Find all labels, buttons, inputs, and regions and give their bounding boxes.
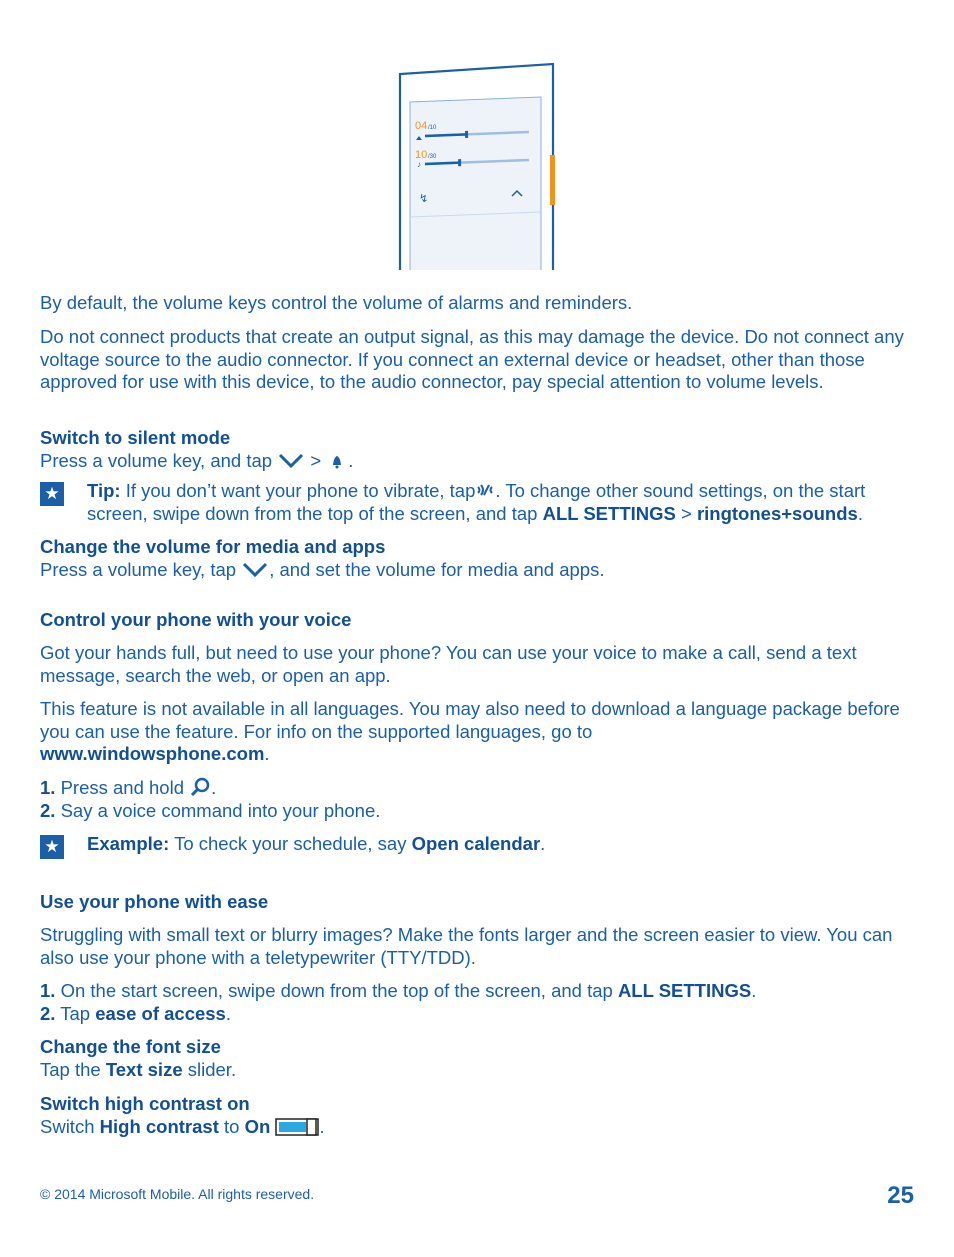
contrast-end: .: [319, 1115, 325, 1137]
voice-para2: [40, 698, 920, 766]
tip-text-a: If you don’t want your phone to vibrate, tap: [125, 480, 476, 501]
silent-text-a: Press a volume key, and tap: [40, 449, 273, 471]
svg-text:↯: ↯: [419, 192, 429, 205]
font-text-b: slider.: [187, 1058, 237, 1080]
example-open-calendar: Open calendar: [411, 833, 541, 854]
voice-para1: Got your hands full, but need to use your phone? You can use your voice to make a call, send a text message, search the web, or open an app.: [40, 642, 857, 686]
example-text: To check your schedule, say: [174, 833, 407, 854]
font-text-size: Text size: [105, 1058, 183, 1080]
tip-label: Tip:: [87, 480, 121, 501]
star-icon: ★: [40, 482, 64, 506]
ease-step-2-text: Tap: [60, 1002, 91, 1024]
svg-text:♪: ♪: [417, 160, 421, 169]
tip-ringtones-sounds: ringtones+sounds: [696, 502, 858, 524]
voice-step-1-num: 1.: [40, 777, 56, 798]
footer-copyright: © 2014 Microsoft Mobile. All rights reserved.: [40, 1186, 315, 1202]
tip-end: .: [857, 502, 863, 524]
voice-steps: [40, 777, 920, 822]
media-volume-max: /30: [428, 154, 437, 160]
alarm-volume-value: 04: [415, 120, 428, 132]
toggle-on-icon: [275, 1118, 319, 1136]
para-default-volume: By default, the volume keys control the volume of alarms and reminders.: [40, 292, 633, 313]
tip-text-b: . To change other sound settings, on the start screen, swipe down from the top of the screen, and tap: [87, 480, 866, 524]
star-icon: ★: [40, 835, 64, 859]
voice-step-2: [40, 800, 920, 823]
ease-step-1-text: On the start screen, swipe down from the top of the screen, and tap: [60, 980, 613, 1001]
section-font: [40, 1036, 920, 1081]
phone-illustration: [395, 62, 560, 272]
voice-step-2-text: Say a voice command into your phone.: [60, 799, 381, 821]
section-media: [40, 536, 920, 581]
voice-step-1-end: .: [211, 777, 217, 798]
example-label: Example:: [87, 833, 170, 854]
bell-icon: [326, 452, 348, 470]
ease-heading: Use your phone with ease: [40, 891, 269, 912]
ease-step-2: [40, 1003, 920, 1026]
ease-step-2-num: 2.: [40, 1002, 56, 1024]
section-contrast: [40, 1093, 920, 1138]
contrast-on: On: [244, 1115, 271, 1137]
para-warning: Do not connect products that create an output signal, as this may damage the device. Do not connect any voltage source to the audio connector. If you connect an external device or headset, other than those approved for use with this device, to the audio connector, pay special attention to volume levels.: [40, 326, 904, 392]
ease-step-1-num: 1.: [40, 980, 56, 1001]
media-text-b: , and set the volume for media and apps.: [269, 558, 605, 580]
chevron-down-icon: [241, 559, 269, 579]
ease-para: Struggling with small text or blurry images? Make the fonts larger and the screen easier to view. You can also use your phone with a teletypewriter (TTY/TDD).: [40, 924, 893, 968]
silent-heading: Switch to silent mode: [40, 427, 231, 448]
voice-step-1-text: Press and hold: [60, 777, 184, 798]
voice-para2-text: This feature is not available in all languages. You may also need to download a language package before you can use the feature. For info on the supported languages, go to: [40, 698, 900, 742]
contrast-high-contrast: High contrast: [99, 1115, 219, 1137]
contrast-text-b: to: [224, 1115, 240, 1137]
silent-text-c: .: [348, 449, 354, 471]
search-icon: [189, 777, 211, 797]
ease-step-1: [40, 980, 920, 1003]
example-block: [87, 833, 922, 856]
windowsphone-link[interactable]: www.windowsphone.com: [40, 743, 265, 764]
media-text-a: Press a volume key, tap: [40, 558, 237, 580]
font-text-a: Tap the: [40, 1058, 101, 1080]
page-number: 25: [887, 1182, 914, 1209]
contrast-heading: Switch high contrast on: [40, 1093, 250, 1114]
tip-all-settings: ALL SETTINGS: [542, 502, 676, 524]
silent-text-b: >: [310, 449, 322, 471]
ease-step-1-end: .: [751, 980, 757, 1001]
vibrate-icon: [475, 480, 495, 500]
contrast-text-a: Switch: [40, 1115, 95, 1137]
voice-step-2-num: 2.: [40, 799, 56, 821]
ease-step-1-bold: ALL SETTINGS: [617, 980, 752, 1001]
ease-step-2-bold: ease of access: [95, 1002, 226, 1024]
section-silent: [40, 427, 920, 472]
voice-step-1: [40, 777, 920, 800]
voice-link-end: .: [264, 743, 270, 764]
alarm-volume-max: /10: [428, 125, 437, 131]
ease-steps: [40, 980, 920, 1025]
chevron-down-icon: [277, 450, 305, 470]
tip-sep: >: [681, 502, 692, 524]
ease-step-2-end: .: [225, 1002, 231, 1024]
media-volume-value: 10: [415, 149, 428, 161]
font-heading: Change the font size: [40, 1036, 221, 1057]
media-heading: Change the volume for media and apps: [40, 536, 386, 557]
example-end: .: [540, 833, 546, 854]
voice-heading: Control your phone with your voice: [40, 609, 352, 630]
tip-block: [87, 480, 922, 525]
